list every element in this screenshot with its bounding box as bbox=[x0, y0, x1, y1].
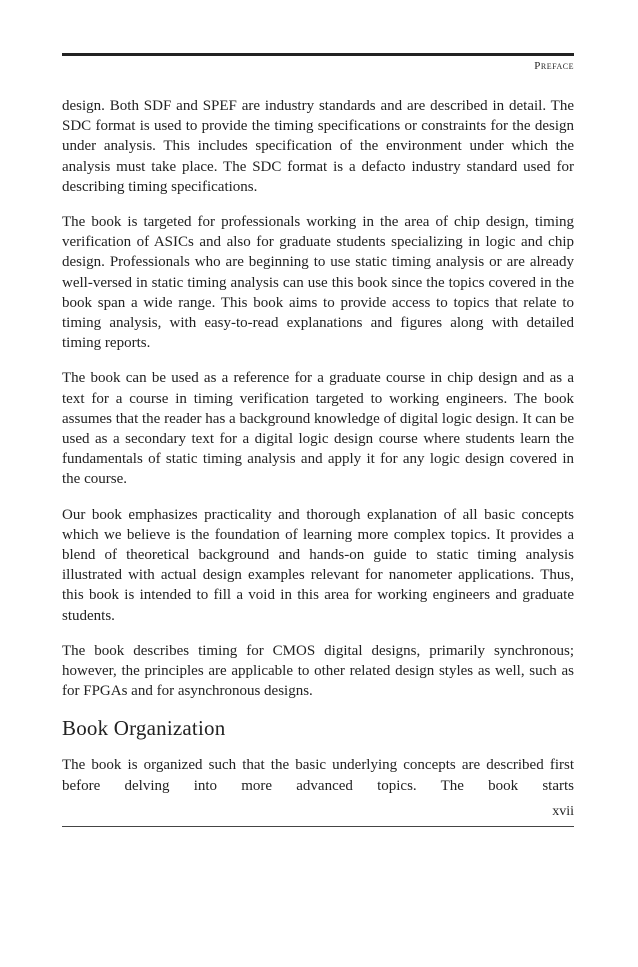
section-heading: Book Organization bbox=[62, 716, 226, 741]
header-rule bbox=[62, 53, 574, 56]
body-text bbox=[62, 96, 574, 811]
page-number: xvii bbox=[552, 804, 574, 819]
section-paragraph: The book is organized such that the basic underlying concepts are described first before delving into more advanced topics. The book starts bbox=[62, 757, 574, 794]
paragraph-2: The book is targeted for professionals working in the area of chip design, timing verification of ASICs and also for graduate students specializing in logic and chip design. Professionals who are beginning to use static timing analysis or are already well-versed in static timing analysis can use this book since the topics covered in the book span a wide range. This book aims to provide access to topics that relate to timing analysis, with easy-to-read explanations and figures along with detailed timing reports. bbox=[62, 214, 574, 352]
running-head: Preface bbox=[534, 60, 574, 72]
paragraph-4: Our book emphasizes practicality and thorough explanation of all basic concepts which we believe is the foundation of learning more complex topics. It provides a blend of theoretical background and hands-on guide to static timing analysis illustrated with actual design examples relevant for nanometer applications. Thus, this book is intended to fill a void in this area for working engineers and graduate students. bbox=[62, 506, 574, 624]
paragraph-5: The book describes timing for CMOS digital designs, primarily synchronous; however, the principles are applicable to other related design styles as well, such as for FPGAs and for asynchronous designs. bbox=[62, 642, 574, 700]
footer-rule bbox=[62, 826, 574, 827]
paragraph-3: The book can be used as a reference for a graduate course in chip design and as a text for a course in timing verification targeted to working engineers. The book assumes that the reader has a background knowledge of digital logic design. It can be used as a secondary text for a digital logic design course where students learn the fundamentals of static timing analysis and apply it for any logic design covered in the course. bbox=[62, 370, 574, 488]
paragraph-1: design. Both SDF and SPEF are industry standards and are described in detail. The SDC format is used to provide the timing specifications or constraints for the design under analysis. This includes specification of the environment under which the analysis must take place. The SDC format is a defacto industry standard used for describing timing specifications. bbox=[62, 98, 574, 195]
